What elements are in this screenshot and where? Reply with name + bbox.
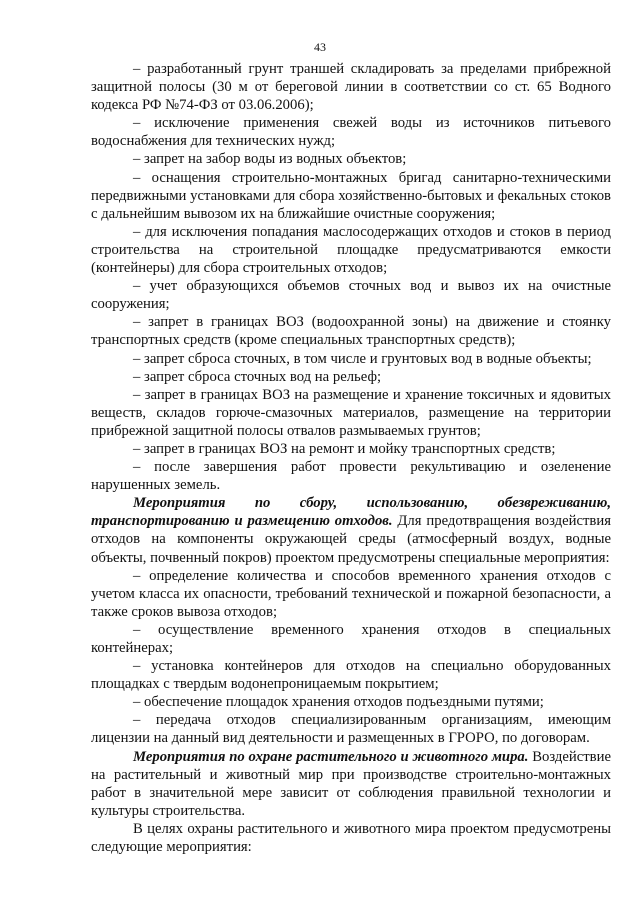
list-item: – исключение применения свежей воды из источников питьевого водоснабжения для технических нужд; <box>91 115 611 150</box>
list-item: – осуществление временного хранения отходов в специальных контейнерах; <box>91 621 611 656</box>
list-item: – после завершения работ провести рекультивацию и озеленение нарушенных земель. <box>91 459 611 494</box>
list-item: – определение количества и способов временного хранения отходов с учетом класса их опасности, требований технической и пожарной безопасности, а также сроков вывоза отходов; <box>91 567 611 620</box>
body-paragraph: В целях охраны растительного и животного мира проектом предусмотрены следующие мероприятия: <box>91 820 611 856</box>
list-item: – запрет в границах ВОЗ на размещение и хранение токсичных и ядовитых веществ, складов горюче-смазочных материалов, размещение на территории прибрежной защитной полосы отвалов размываемых грунтов; <box>91 386 611 439</box>
list-item: – обеспечение площадок хранения отходов подъездными путями; <box>133 694 544 711</box>
list-item: – оснащения строительно-монтажных бригад санитарно-техническими передвижными установками для сбора хозяйственно-бытовых и фекальных стоков с дальнейшим вывозом их на ближайшие очистные сооружения; <box>91 169 611 222</box>
list-item: – передача отходов специализированным организациям, имеющим лицензии на данный вид деятельности и размещенных в ГРОРО, по договорам. <box>91 712 611 747</box>
list-item: – запрет в границах ВОЗ на ремонт и мойку транспортных средств; <box>133 440 556 457</box>
page-body <box>91 60 611 856</box>
section-paragraph-waste <box>91 494 611 566</box>
list-item: – учет образующихся объемов сточных вод и вывоз их на очистные сооружения; <box>91 278 611 313</box>
section-text: Воздействие на растительный и животный мир при производстве строительно-монтажных работ в значительной мере зависит от соблюдения правильной технологии и культуры строительства. <box>91 748 611 819</box>
section-text: Для предотвращения воздействия отходов на компоненты окружающей среды (атмосферный воздух, водные объекты, почвенный покров) проектом предусмотрены специальные мероприятия: <box>91 513 611 566</box>
list-item: – запрет сброса сточных, в том числе и грунтовых вод в водные объекты; <box>133 350 592 367</box>
section-heading-waste: Мероприятия по сбору, использованию, обезвреживанию, транспортированию и размещению отходов. <box>91 495 611 530</box>
list-item: – запрет в границах ВОЗ (водоохранной зоны) на движение и стоянку транспортных средств (кроме специальных транспортных средств); <box>91 314 611 349</box>
list-item: – установка контейнеров для отходов на специально оборудованных площадках с твердым водонепроницаемым покрытием; <box>91 658 611 693</box>
list-item: – разработанный грунт траншей складировать за пределами прибрежной защитной полосы (30 м от береговой линии в соответствии со ст. 65 Водного кодекса РФ №74-ФЗ от 03.06.2006); <box>91 61 611 114</box>
list-item: – запрет на забор воды из водных объектов; <box>133 151 407 168</box>
list-item: – запрет сброса сточных вод на рельеф; <box>133 368 382 385</box>
list-item: – для исключения попадания маслосодержащих отходов и стоков в период строительства на строительной площадке предусматриваются емкости (контейнеры) для сбора строительных отходов; <box>91 223 611 277</box>
page-number: 43 <box>314 40 326 54</box>
section-paragraph-flora-fauna <box>91 748 611 820</box>
section-heading-flora-fauna: Мероприятия по охране растительного и животного мира. <box>133 748 529 765</box>
